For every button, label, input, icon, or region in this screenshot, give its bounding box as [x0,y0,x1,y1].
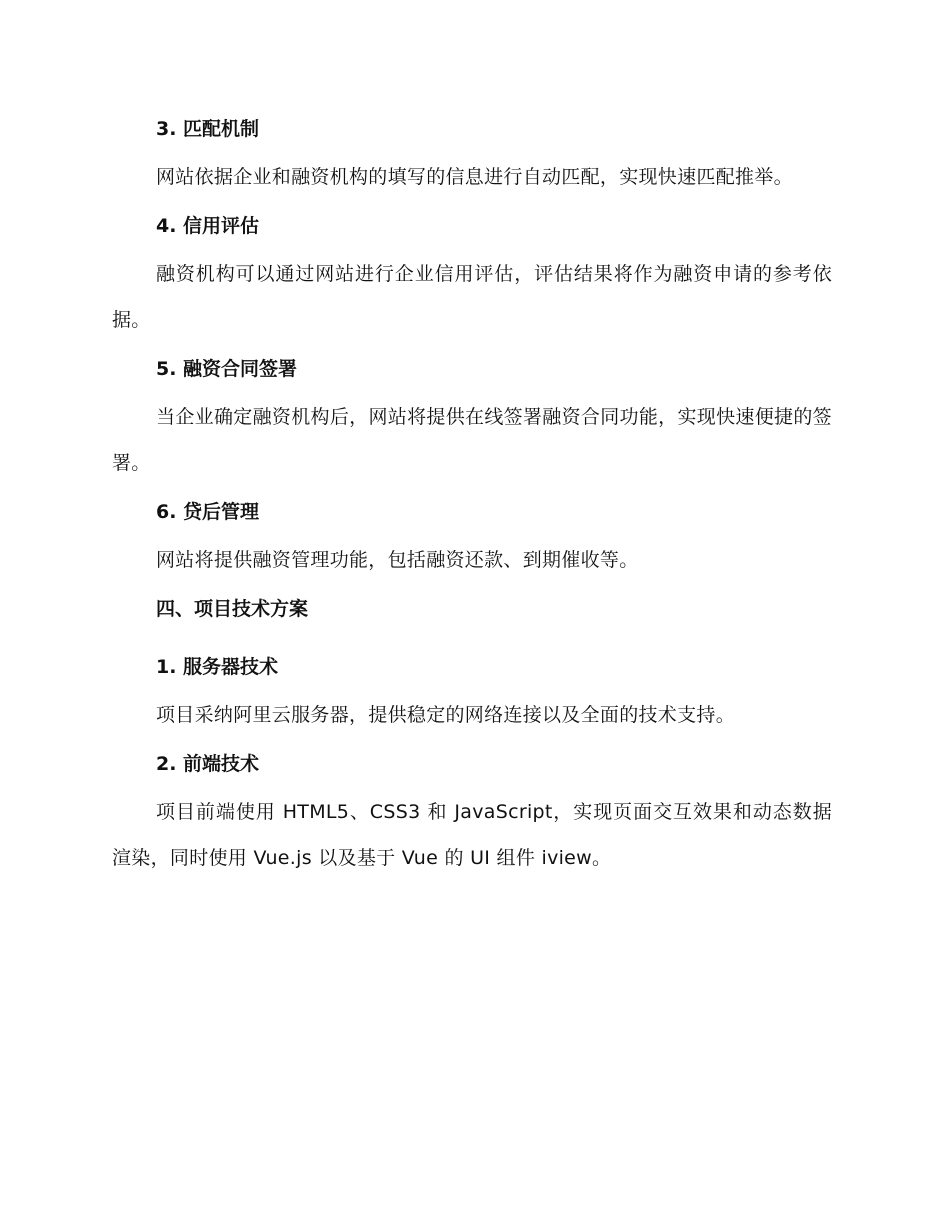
paragraph-server: 项目采纳阿里云服务器，提供稳定的网络连接以及全面的技术支持。 [156,704,736,726]
section-heading-contract: 5. 融资合同签署 [156,358,298,380]
paragraph-contract: 当企业确定融资机构后，网站将提供在线签署融资合同功能，实现快速便捷的签署。 [112,406,832,474]
paragraph-matching: 网站依据企业和融资机构的填写的信息进行自动匹配，实现快速匹配推举。 [156,166,793,188]
paragraph-post-loan: 网站将提供融资管理功能，包括融资还款、到期催收等。 [156,549,639,571]
paragraph-credit: 融资机构可以通过网站进行企业信用评估，评估结果将作为融资申请的参考依据。 [112,263,832,331]
section-heading-matching: 3. 匹配机制 [156,118,260,140]
section-heading-frontend: 2. 前端技术 [156,753,260,775]
chapter-heading-tech-plan: 四、项目技术方案 [156,598,309,620]
paragraph-frontend: 项目前端使用 HTML5、CSS3 和 JavaScript，实现页面交互效果和动态数据渲染，同时使用 Vue.js 以及基于 Vue 的 UI 组件 iview。 [112,801,832,869]
section-heading-credit: 4. 信用评估 [156,215,260,237]
section-heading-post-loan: 6. 贷后管理 [156,501,260,523]
section-heading-server: 1. 服务器技术 [156,656,279,678]
document-body [112,113,832,881]
